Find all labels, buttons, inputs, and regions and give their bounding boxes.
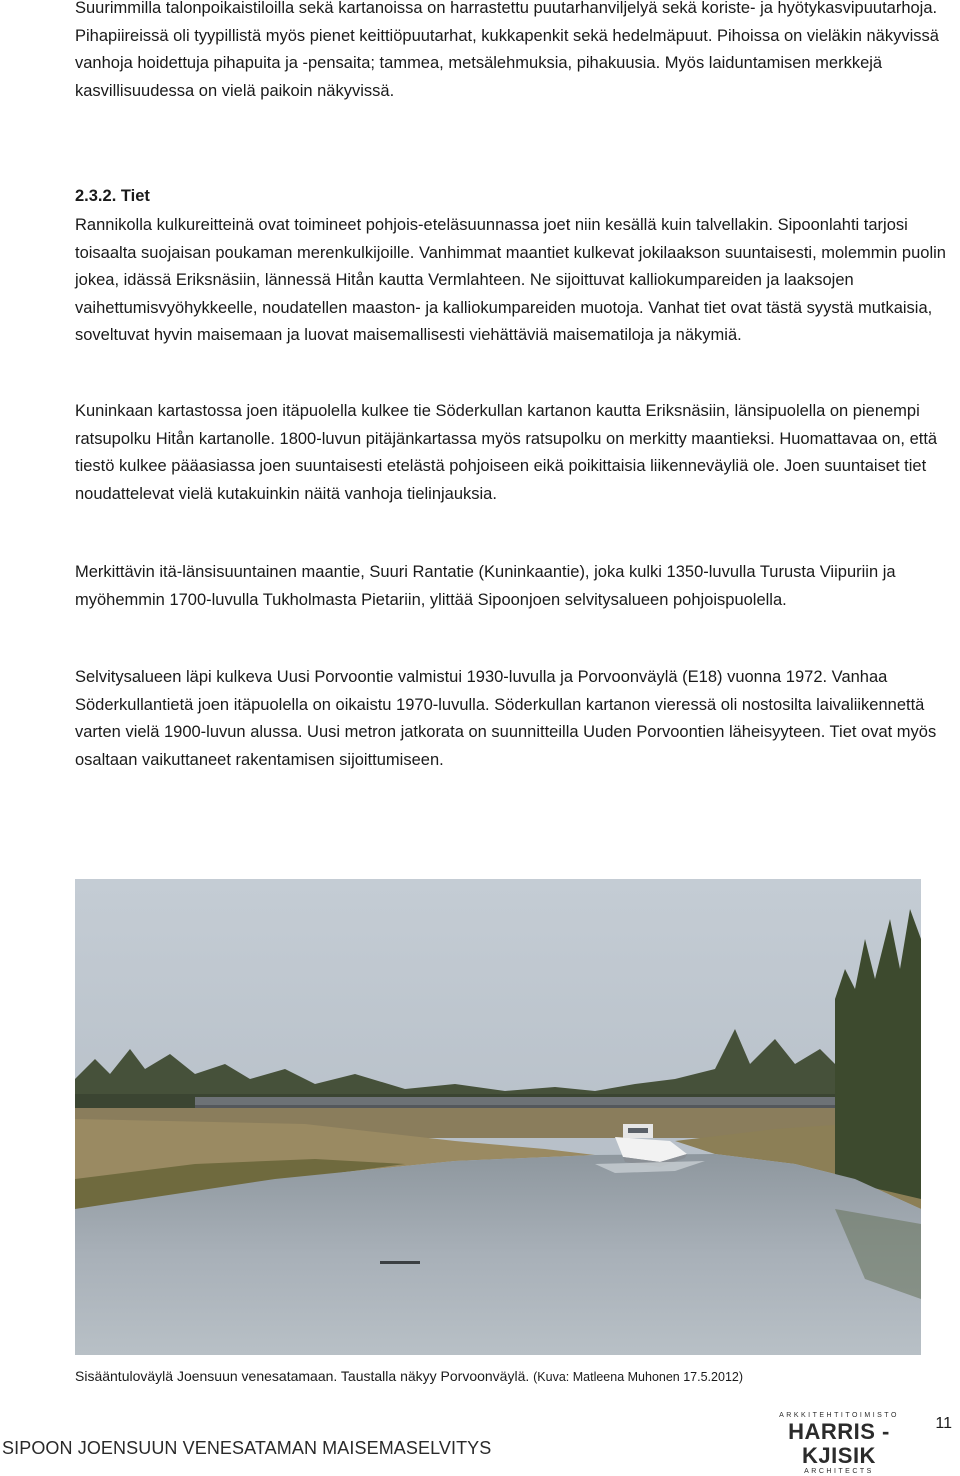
section-heading: 2.3.2. Tiet <box>75 187 150 205</box>
roads-paragraph-4: Selvitysalueen läpi kulkeva Uusi Porvoontie valmistui 1930-luvulla ja Porvoonväylä (E18) vuonna 1972. Vanhaa Söderkullantietä joen itäpuolella on oikaistu 1970-luvulla. Söderkullan kartanon vieressä oli nostosilta laivaliikennettä varten vielä 1900-luvun alussa. Uusi metron jatkorata on suunnitteilla Uuden Porvoontien läheisyyteen. Tiet ovat myös osaltaan vaikuttaneet rakentamisen sijoittumiseen. <box>75 668 937 769</box>
logo-top-line: ARKKITEHTITOIMISTO <box>779 1412 899 1419</box>
company-logo <box>773 1412 905 1476</box>
logo-bottom-line: ARCHITECTS <box>804 1468 874 1475</box>
river-photo <box>75 879 921 1355</box>
roads-paragraph-2: Kuninkaan kartastossa joen itäpuolella kulkee tie Söderkullan kartanon kautta Eriksnäsiin, länsipuolella on pienempi ratsupolku Hitån kartanolle. 1800-luvun pitäjänkartassa myös ratsupolku on merkitty maantieksi. Huomattavaa on, että tiestö kulkee pääasiassa joen suuntaisesti etelästä pohjoiseen eikä poikittaisia liikenneväyliä ole. Joen suuntaiset tiet noudattelevat vielä kutakuinkin näitä vanhoja tielinjauksia. <box>75 402 938 503</box>
caption-credit: (Kuva: Matleena Muhonen 17.5.2012) <box>533 1370 744 1384</box>
logo-main-text: HARRIS - KJISIK <box>788 1419 890 1468</box>
page-number: 11 <box>935 1415 952 1432</box>
footer-title: SIPOON JOENSUUN VENESATAMAN MAISEMASELVITYS <box>2 1438 492 1458</box>
intro-paragraph: Suurimmilla talonpoikaistiloilla sekä kartanoissa on harrastettu puutarhanviljelyä sekä koriste- ja hyötykasvipuutarhoja. Pihapiireissä oli tyypillistä myös pienet keittiöpuutarhat, kukkapenkit sekä hedelmäpuut. Pihoissa on vieläkin näkyvissä vanhoja hoidettuja pihapuita ja -pensaita; tammea, metsälehmuksia, pihakuusia. Myös laiduntamisen merkkejä kasvillisuudessa on vielä paikoin näkyvissä. <box>75 0 939 100</box>
photo-caption <box>75 1368 743 1384</box>
roads-paragraph-3: Merkittävin itä-länsisuuntainen maantie, Suuri Rantatie (Kuninkaantie), joka kulki 1350-luvulla Turusta Viipuriin ja myöhemmin 1700-luvulla Tukholmasta Pietariin, ylittää Sipoonjoen selvitysalueen pohjoispuolella. <box>75 563 896 609</box>
roads-paragraph-1: Rannikolla kulkureitteinä ovat toimineet pohjois-eteläsuunnassa joet niin kesällä kuin talvellakin. Sipoonlahti tarjosi toisaalta suojaisan poukaman merenkulkijoille. Vanhimmat maantiet kulkevat jokilaakson suuntaisesti, molemmin puolin jokea, idässä Eriksnäsiin, lännessä Hitån kautta Vermlahteen. Ne sijoittuvat kalliokumpareiden ja laaksojen vaihettumisvyöhykkeelle, noudatellen maaston- ja kalliokumpareiden muotoja. Vanhat tiet ovat tästä syystä mutkaisia, soveltuvat hyvin maisemaan ja luovat maisemallisesti viehättäviä maisematiloja ja näkymiä. <box>75 216 946 344</box>
caption-text: Sisääntuloväylä Joensuun venesatamaan. Taustalla näkyy Porvoonväylä. <box>75 1368 530 1384</box>
